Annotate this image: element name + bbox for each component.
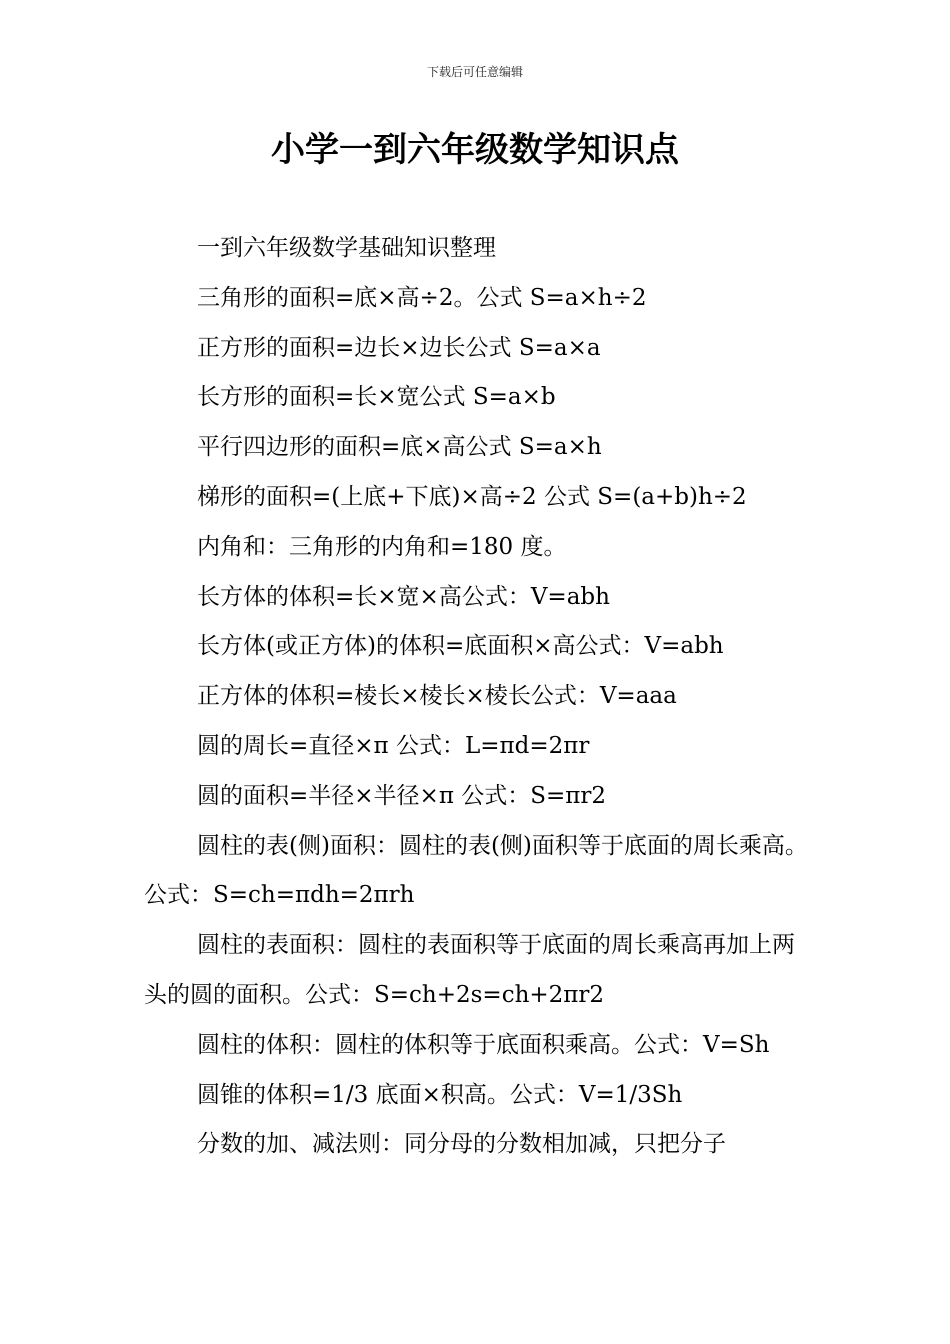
paragraph-cylinder-surface-area: 圆柱的表面积：圆柱的表面积等于底面的周长乘高再加上两头的圆的面积。公式：S=ch+2s=ch+2πr2: [144, 932, 795, 1008]
page-header: 下载后可任意编辑: [426, 65, 523, 79]
paragraph-cuboid-cube-volume: 长方体(或正方体)的体积=底面积×高公式：V=abh: [197, 633, 724, 660]
paragraph-rectangle-area: 长方形的面积=长×宽公式 S=a×b: [197, 384, 556, 411]
paragraph-fraction-rules: 分数的加、减法则：同分母的分数相加减，只把分子: [197, 1131, 726, 1158]
paragraph-interior-angle: 内角和：三角形的内角和=180 度。: [197, 533, 567, 560]
document-title: 小学一到六年级数学知识点: [271, 130, 679, 170]
paragraph-triangle-area: 三角形的面积=底×高÷2。公式 S=a×h÷2: [197, 284, 647, 311]
paragraph-parallelogram-area: 平行四边形的面积=底×高公式 S=a×h: [197, 434, 602, 461]
paragraph-cylinder-lateral-area: 圆柱的表(侧)面积：圆柱的表(侧)面积等于底面的周长乘高。公式：S=ch=πdh=2πrh: [144, 832, 808, 909]
document-body: [144, 224, 809, 1170]
paragraph-cuboid-volume: 长方体的体积=长×宽×高公式：V=abh: [197, 583, 610, 610]
paragraph-trapezoid-area: 梯形的面积=(上底+下底)×高÷2 公式 S=(a+b)h÷2: [197, 483, 747, 510]
paragraph-cylinder-volume: 圆柱的体积：圆柱的体积等于底面积乘高。公式：V=Sh: [197, 1031, 770, 1058]
paragraph-cone-volume: 圆锥的体积=1/3 底面×积高。公式：V=1/3Sh: [197, 1081, 683, 1108]
paragraph-intro: 一到六年级数学基础知识整理: [197, 235, 496, 261]
paragraph-cube-volume: 正方体的体积=棱长×棱长×棱长公式：V=aaa: [197, 683, 677, 710]
paragraph-circle-perimeter: 圆的周长=直径×π 公式：L=πd=2πr: [197, 732, 590, 759]
paragraph-circle-area: 圆的面积=半径×半径×π 公式：S=πr2: [197, 782, 607, 809]
paragraph-square-area: 正方形的面积=边长×边长公式 S=a×a: [197, 334, 601, 361]
